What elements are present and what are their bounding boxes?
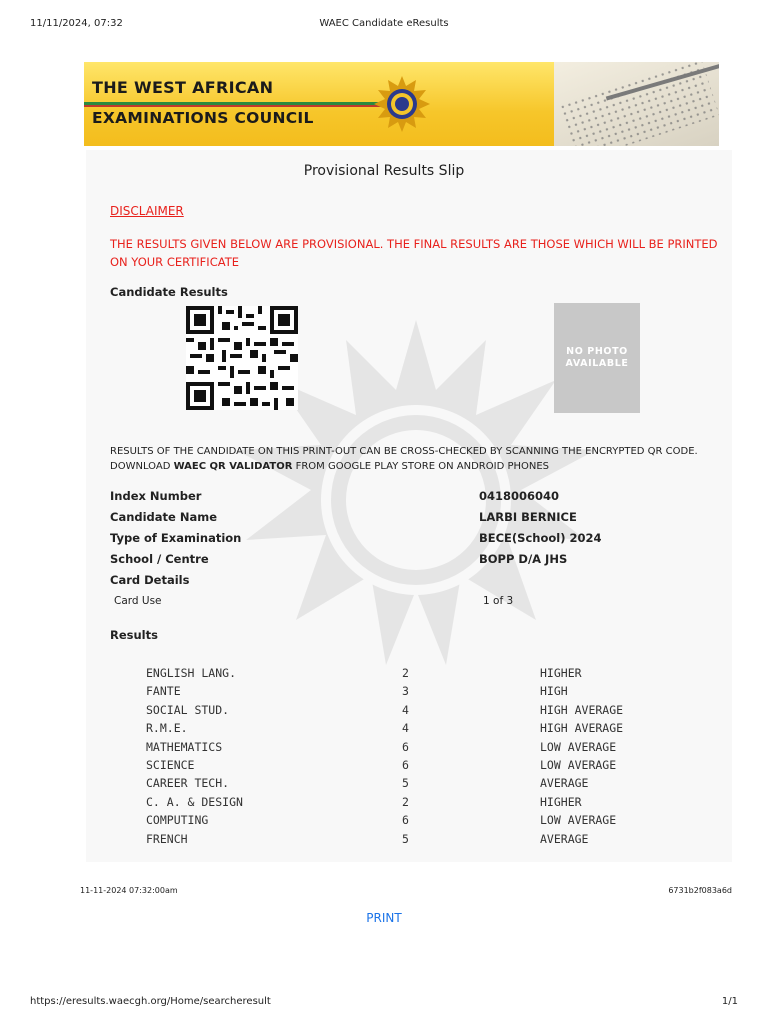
results-row [146, 740, 666, 758]
exam-type-value: BECE(School) 2024 [479, 531, 602, 545]
footer-url: https://eresults.waecgh.org/Home/searcheresult [30, 996, 271, 1007]
results-row [146, 795, 666, 813]
result-remark: AVERAGE [540, 831, 589, 846]
print-timestamp: 11-11-2024 07:32:00am [80, 886, 178, 895]
results-row [146, 776, 666, 794]
result-subject: C. A. & DESIGN [146, 794, 243, 809]
banner-stripe-red [84, 105, 384, 107]
qr-validator-name: WAEC QR VALIDATOR [173, 461, 293, 472]
banner-line-1: THE WEST AFRICAN [92, 78, 274, 97]
result-remark: LOW AVERAGE [540, 739, 617, 754]
results-row [146, 703, 666, 721]
index-number-label: Index Number [110, 489, 202, 503]
page-title: Provisional Results Slip [303, 163, 465, 179]
result-remark: HIGH AVERAGE [540, 721, 624, 736]
school-centre-label: School / Centre [110, 552, 209, 566]
candidate-name-value: LARBI BERNICE [479, 510, 577, 524]
candidate-photo-placeholder [554, 303, 640, 413]
result-remark: LOW AVERAGE [540, 813, 617, 828]
no-photo-text: NO PHOTO AVAILABLE [565, 346, 629, 369]
results-row [146, 666, 666, 684]
qr-crosscheck-notice [110, 444, 730, 474]
card-use-value: 1 of 3 [483, 595, 514, 607]
result-subject: SCIENCE [146, 757, 195, 772]
results-row [146, 758, 666, 776]
footer-page-number: 1/1 [721, 996, 738, 1007]
result-subject: SOCIAL STUD. [146, 702, 230, 717]
result-grade: 6 [402, 757, 409, 772]
result-grade: 4 [402, 702, 409, 717]
result-remark: HIGH [540, 684, 568, 699]
result-subject: MATHEMATICS [146, 739, 223, 754]
result-subject: ENGLISH LANG. [146, 666, 237, 680]
disclaimer-link[interactable]: DISCLAIMER [110, 204, 184, 218]
results-row [146, 813, 666, 831]
result-hash: 6731b2f083a6d [668, 886, 732, 895]
index-number-value: 0418006040 [479, 489, 560, 503]
result-grade: 6 [402, 813, 409, 828]
result-subject: FRENCH [146, 831, 188, 846]
results-table [146, 666, 666, 850]
result-grade: 4 [402, 721, 409, 736]
school-centre-value: BOPP D/A JHS [479, 552, 568, 566]
crosscheck-line-2 [110, 459, 730, 474]
print-button[interactable]: PRINT [366, 911, 402, 925]
result-grade: 5 [402, 776, 409, 791]
result-grade: 2 [402, 666, 409, 680]
result-remark: LOW AVERAGE [540, 757, 617, 772]
result-grade: 3 [402, 684, 409, 699]
results-label: Results [110, 628, 158, 642]
result-subject: CAREER TECH. [146, 776, 230, 791]
result-subject: FANTE [146, 684, 181, 699]
candidate-results-label: Candidate Results [110, 285, 228, 299]
crosscheck-suffix: FROM GOOGLE PLAY STORE ON ANDROID PHONES [295, 461, 550, 472]
result-grade: 5 [402, 831, 409, 846]
crosscheck-line-1: RESULTS OF THE CANDIDATE ON THIS PRINT-OUT CAN BE CROSS-CHECKED BY SCANNING THE ENCRYPTED QR CODE. [110, 446, 698, 457]
result-subject: R.M.E. [146, 721, 188, 736]
card-use-label: Card Use [114, 595, 162, 607]
exam-type-label: Type of Examination [110, 531, 242, 545]
result-remark: HIGHER [540, 666, 582, 680]
candidate-name-label: Candidate Name [110, 510, 218, 524]
result-grade: 2 [402, 794, 409, 809]
qr-code-icon [186, 305, 298, 411]
results-row [146, 832, 666, 850]
result-subject: COMPUTING [146, 813, 209, 828]
result-remark: AVERAGE [540, 776, 589, 791]
result-remark: HIGHER [540, 794, 582, 809]
crosscheck-prefix: DOWNLOAD [110, 461, 171, 472]
disclaimer-text: THE RESULTS GIVEN BELOW ARE PROVISIONAL. THE FINAL RESULTS ARE THOSE WHICH WILL BE PRINTED ON YOUR CERTIFICATE [110, 237, 718, 269]
waec-emblem-icon [374, 76, 430, 132]
card-details-label: Card Details [110, 573, 190, 587]
result-grade: 6 [402, 739, 409, 754]
print-doc-title: WAEC Candidate eResults [319, 18, 449, 29]
banner-line-2: EXAMINATIONS COUNCIL [92, 109, 314, 127]
results-row [146, 721, 666, 739]
results-row [146, 684, 666, 702]
waec-banner [84, 62, 719, 146]
print-date: 11/11/2024, 07:32 [30, 18, 123, 29]
result-remark: HIGH AVERAGE [540, 702, 624, 717]
